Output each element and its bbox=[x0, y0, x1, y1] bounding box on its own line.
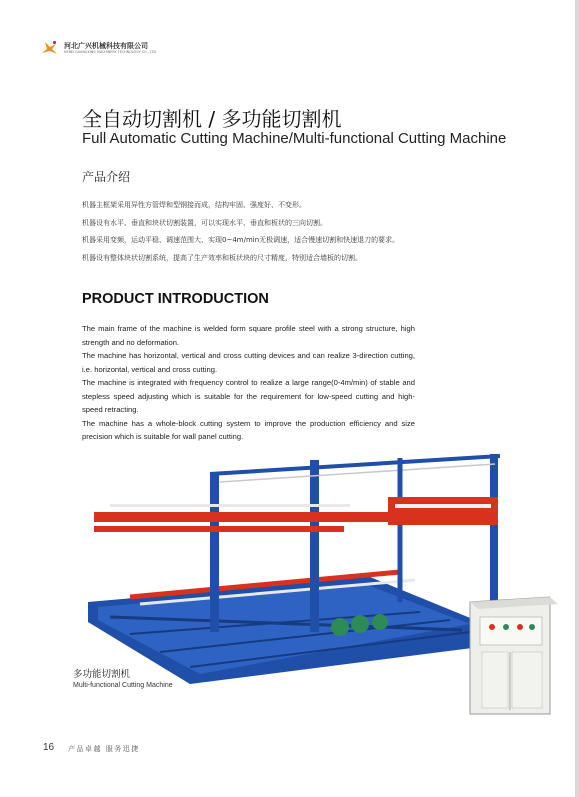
company-name-en: HEBEI GUANGXING MACHINERY TECHNOLOGY CO., LTD bbox=[64, 50, 156, 54]
intro-text-cn bbox=[82, 197, 512, 267]
page-spine-shadow bbox=[575, 0, 579, 797]
intro-en-paragraph: The machine is integrated with frequency control to realize a large range(0-4m/min) of stable and stepless speed adjusting which is suitable for the requirement for low-speed cutting and high-speed retracting. bbox=[82, 378, 415, 414]
intro-cn-line: 机器设有整体块状切割系统，提高了生产效率和板状块的尺寸精度，特别适合墙板的切割。 bbox=[82, 253, 362, 262]
section-heading-cn: 产品介绍 bbox=[82, 170, 131, 184]
footer-slogan: 产品卓越 服务迅捷 bbox=[68, 745, 140, 753]
company-name-block bbox=[64, 42, 156, 54]
intro-text-en bbox=[82, 322, 415, 444]
intro-cn-line: 机器主框架采用异性方管焊和型钢接而成，结构牢固、强度好、不变形。 bbox=[82, 201, 306, 209]
intro-cn-line: 机器设有水平、垂直和块状切割装置，可以实现水平、垂直和板状的三向切割。 bbox=[82, 218, 327, 227]
cutting-machine-photo bbox=[70, 452, 565, 717]
intro-en-paragraph: The main frame of the machine is welded form square profile steel with a strong structure, high strength and no deformation. bbox=[82, 324, 415, 347]
intro-cn-line: 机器采用变频，运动平稳、调速范围大、实现0~4m/min无极调速，适合慢速切割和快速退刀的要求。 bbox=[82, 236, 400, 244]
page-number: 16 bbox=[43, 742, 55, 753]
company-name-cn: 河北广兴机械科技有限公司 bbox=[64, 42, 148, 50]
company-logo bbox=[40, 40, 156, 56]
control-cabinet bbox=[470, 597, 558, 714]
intro-en-paragraph: The machine has a whole-block cutting system to improve the production efficiency and size precision which is suitable for wall panel cutting. bbox=[82, 418, 415, 441]
section-heading-en: PRODUCT INTRODUCTION bbox=[82, 291, 269, 307]
page-title-en: Full Automatic Cutting Machine/Multi-functional Cutting Machine bbox=[82, 130, 507, 147]
page-title-cn: 全自动切割机 / 多功能切割机 bbox=[82, 107, 342, 131]
star-logo-icon bbox=[40, 40, 58, 56]
red-cutting-arm bbox=[94, 497, 498, 532]
figure-caption-cn: 多功能切割机 bbox=[73, 669, 131, 680]
figure-caption-en: Multi-functional Cutting Machine bbox=[73, 682, 173, 689]
intro-en-paragraph: The machine has horizontal, vertical and cross cutting devices and can realize 3-direction cutting, i.e. horizontal, vertical and cross cutting. bbox=[82, 351, 415, 374]
